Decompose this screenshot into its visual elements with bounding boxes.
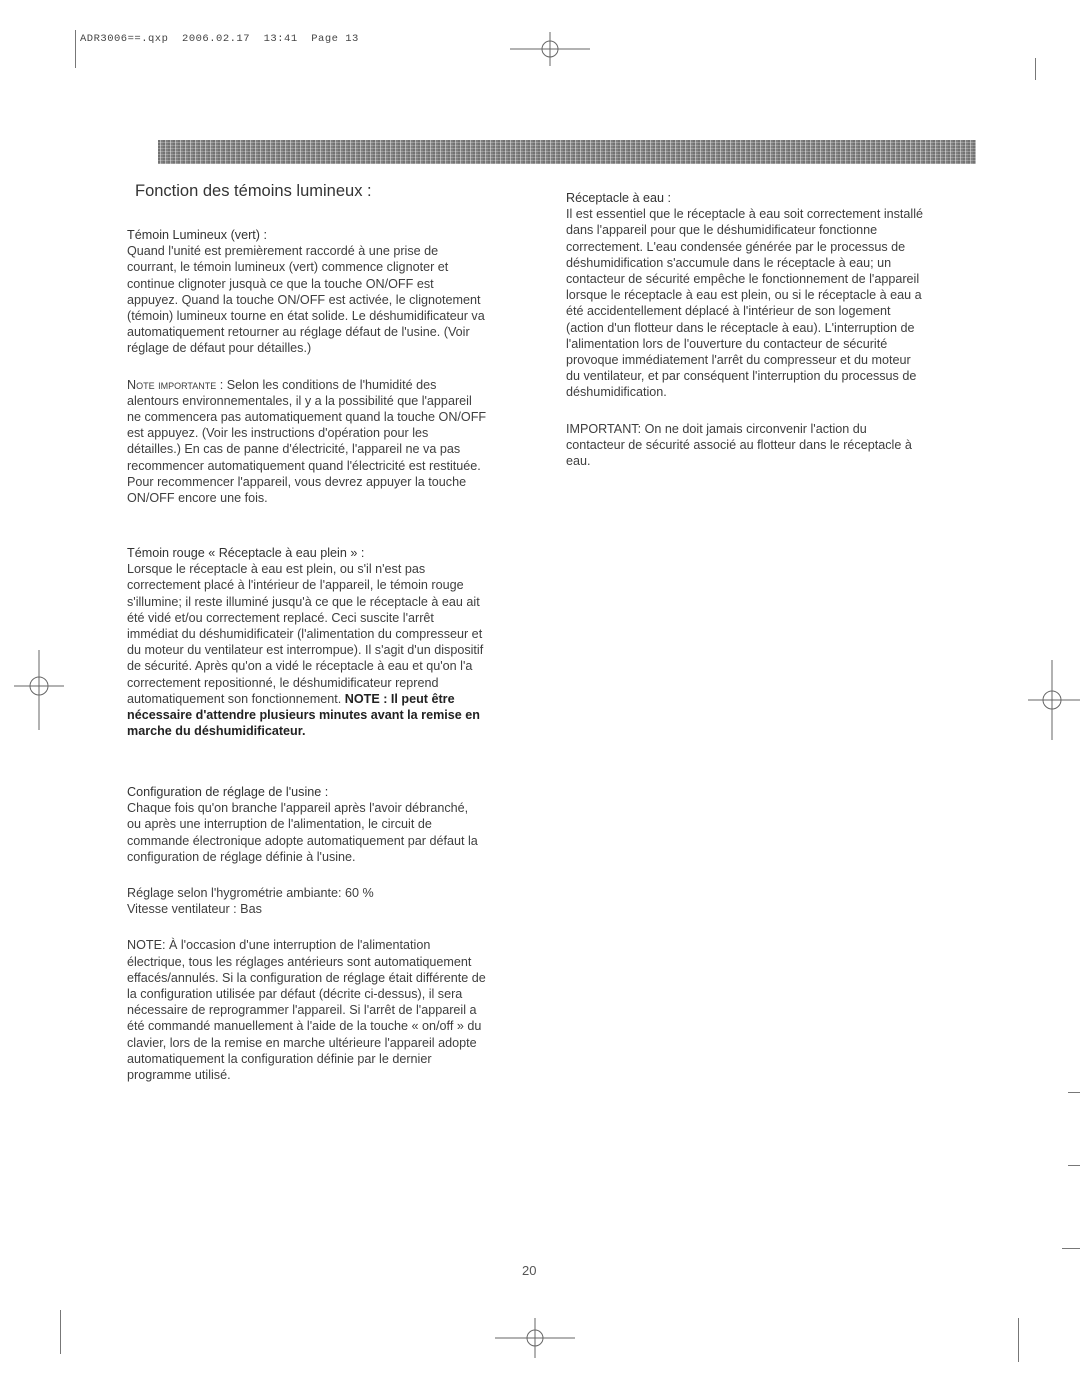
text-line: ON/OFF encore une fois. bbox=[127, 491, 268, 506]
right-column bbox=[566, 190, 976, 469]
text-line: programme utilisé. bbox=[127, 1068, 231, 1083]
text-line: Il est essentiel que le réceptacle à eau soit correctement installé bbox=[566, 207, 924, 222]
crop-mark bbox=[1068, 1092, 1080, 1093]
text-line: NOTE: À l'occasion d'une interruption de l'alimentation bbox=[127, 938, 431, 953]
text-line: immédiat du déshumidificateir (l'alimentation du compresseur et bbox=[127, 627, 483, 642]
section-title: Fonction des témoins lumineux : bbox=[135, 182, 372, 200]
text-span: automatiquement son fonctionnement. bbox=[127, 691, 345, 706]
text-line: courrant, le témoin lumineux (vert) commence clignoter et bbox=[127, 260, 449, 275]
text-line: correctement placé à l'intérieur de l'appareil, le témoin rouge bbox=[127, 578, 464, 593]
text-line: été vidé et/ou correctement replacé. Ceci suscite l'arrêt bbox=[127, 610, 434, 625]
registration-mark-icon bbox=[510, 32, 590, 66]
text-line: recommencer automatiquement quand l'électricité est restituée. bbox=[127, 458, 481, 473]
text-line: correctement. L'eau condensée générée par le processus de bbox=[566, 239, 906, 254]
registration-mark-icon bbox=[14, 650, 64, 730]
crop-mark bbox=[75, 30, 76, 68]
registration-mark-icon bbox=[1028, 660, 1080, 740]
text-line: lorsque le réceptacle à eau est plein, ou si le réceptacle à eau a bbox=[566, 288, 922, 303]
print-header: ADR3006==.qxp 2006.02.17 13:41 Page 13 bbox=[80, 33, 359, 45]
text-line: électrique, tous les réglages antérieurs sont automatiquement bbox=[127, 954, 472, 969]
crop-mark bbox=[1068, 1165, 1080, 1166]
text-line: configuration de réglage définie à l'usine. bbox=[127, 849, 356, 864]
text-line: eau. bbox=[566, 454, 591, 469]
text-line: déshumidification s'accumule dans le réceptacle à eau; un bbox=[566, 255, 892, 270]
text-line: : Selon les conditions de l'humidité des bbox=[216, 377, 437, 392]
text-line: ou après une interruption de l'alimentation, le circuit de bbox=[127, 817, 432, 832]
text-line: réglage de défaut pour détailles.) bbox=[127, 341, 312, 356]
left-column bbox=[127, 227, 537, 506]
text-line: effacés/annulés. Si la configuration de réglage était différente de bbox=[127, 970, 486, 985]
setting-fan-speed: Vitesse ventilateur : Bas bbox=[127, 902, 262, 917]
text-line: ne commencera pas automatiquement quand la touche ON/OFF bbox=[127, 410, 487, 425]
text-line: l'alimentation lors de l'ouverture du contacteur de sécurité bbox=[566, 336, 888, 351]
text-line-bold: nécessaire d'attendre plusieurs minutes avant la remise en bbox=[127, 708, 480, 723]
temoin-rouge-heading: Témoin rouge « Réceptacle à eau plein » : bbox=[127, 546, 365, 560]
setting-humidity: Réglage selon l'hygrométrie ambiante: 60 % bbox=[127, 886, 374, 901]
text-line: été commandé manuellement à l'aide de la touche « on/off » du bbox=[127, 1019, 482, 1034]
important-block bbox=[566, 421, 976, 470]
text-line: détailles.) En cas de panne d'électricité, l'appareil ne va pas bbox=[127, 442, 461, 457]
crop-mark bbox=[1035, 58, 1036, 80]
note-importante bbox=[127, 377, 537, 507]
text-line: de sécurité. Après qu'on a vidé le réceptacle à eau et qu'on l'a bbox=[127, 659, 473, 674]
text-line: s'illumine; il reste illuminé jusqu'à ce que le réceptacle à eau ait bbox=[127, 594, 480, 609]
text-line: provoque immédiatement l'arrêt du compresseur et du moteur bbox=[566, 353, 911, 368]
text-line: alentours environnementales, il y a la possibilité que l'appareil bbox=[127, 393, 472, 408]
crop-mark bbox=[60, 1310, 61, 1354]
text-line: déshumidification. bbox=[566, 385, 667, 400]
text-line: commande électronique adopte automatiquement par défaut la bbox=[127, 833, 478, 848]
text-line: dans l'appareil pour que le déshumidificateur fonctionne bbox=[566, 223, 878, 238]
text-line: (témoin) lumineux tourne en état solide. Le déshumidificateur va bbox=[127, 309, 485, 324]
crop-mark bbox=[1018, 1318, 1019, 1362]
text-line: la configuration utilisée par défaut (décrite ci-dessus), il sera bbox=[127, 987, 463, 1002]
text-line bbox=[127, 377, 537, 393]
text-line: Quand l'unité est premièrement raccordé à une prise de bbox=[127, 244, 439, 259]
text-line: (action d'un flotteur dans le réceptacle à eau). L'interruption de bbox=[566, 320, 915, 335]
registration-mark-icon bbox=[495, 1318, 575, 1358]
text-line: correctement repositionné, le déshumidificateur reprend bbox=[127, 675, 439, 690]
text-line: IMPORTANT: On ne doit jamais circonvenir l'action du bbox=[566, 421, 867, 436]
left-column-rouge bbox=[127, 545, 537, 739]
text-line: contacteur de sécurité empêche le fonctionnement de l'appareil bbox=[566, 272, 920, 287]
crop-mark bbox=[1062, 1248, 1080, 1249]
text-line-bold: marche du déshumidificateur. bbox=[127, 724, 306, 739]
receptacle-heading: Réceptacle à eau : bbox=[566, 191, 672, 205]
note-importante-label: Note importante bbox=[127, 377, 217, 392]
text-line: automatiquement retourner au réglage défaut de l'usine. (Voir bbox=[127, 325, 470, 340]
text-line: clavier, lors de la remise en marche ultérieure l'appareil adopte bbox=[127, 1035, 477, 1050]
text-line: du moteur du ventilateur est interrompue). Il s'agit d'un dispositif bbox=[127, 643, 484, 658]
page-number: 20 bbox=[522, 1263, 537, 1278]
text-line: du ventilateur, et par conséquent l'interruption du processus de bbox=[566, 369, 917, 384]
note-bold: NOTE : Il peut être bbox=[344, 691, 455, 706]
text-line: contacteur de sécurité associé au flotteur dans le réceptacle à bbox=[566, 437, 912, 452]
text-line: été accidentellement déplacé à l'intérieur de son logement bbox=[566, 304, 891, 319]
temoin-vert-text bbox=[127, 243, 537, 356]
text-line: nécessaire de reprogrammer l'appareil. Si l'arrêt de l'appareil a bbox=[127, 1003, 477, 1018]
text-line: Lorsque le réceptacle à eau est plein, ou s'il n'est pas bbox=[127, 562, 426, 577]
settings-block bbox=[127, 885, 537, 917]
left-column-config bbox=[127, 784, 537, 1083]
text-line: automatiquement la configuration définie par le dernier bbox=[127, 1051, 432, 1066]
temoin-vert-heading: Témoin Lumineux (vert) : bbox=[127, 228, 267, 242]
configuration-heading: Configuration de réglage de l'usine : bbox=[127, 785, 329, 799]
note-block bbox=[127, 937, 537, 1083]
text-line bbox=[127, 691, 537, 707]
section-banner bbox=[158, 140, 976, 164]
text-line: continue clignoter jusquà ce que la touche ON/OFF est bbox=[127, 276, 434, 291]
text-line: appuyez. Quand la touche ON/OFF est activée, le clignotement bbox=[127, 292, 481, 307]
text-line: est appuyez. (Voir les instructions d'opération pour les bbox=[127, 426, 429, 441]
text-line: Pour recommencer l'appareil, vous devrez appuyer la touche bbox=[127, 474, 467, 489]
text-line: Chaque fois qu'on branche l'appareil après l'avoir débranché, bbox=[127, 801, 469, 816]
